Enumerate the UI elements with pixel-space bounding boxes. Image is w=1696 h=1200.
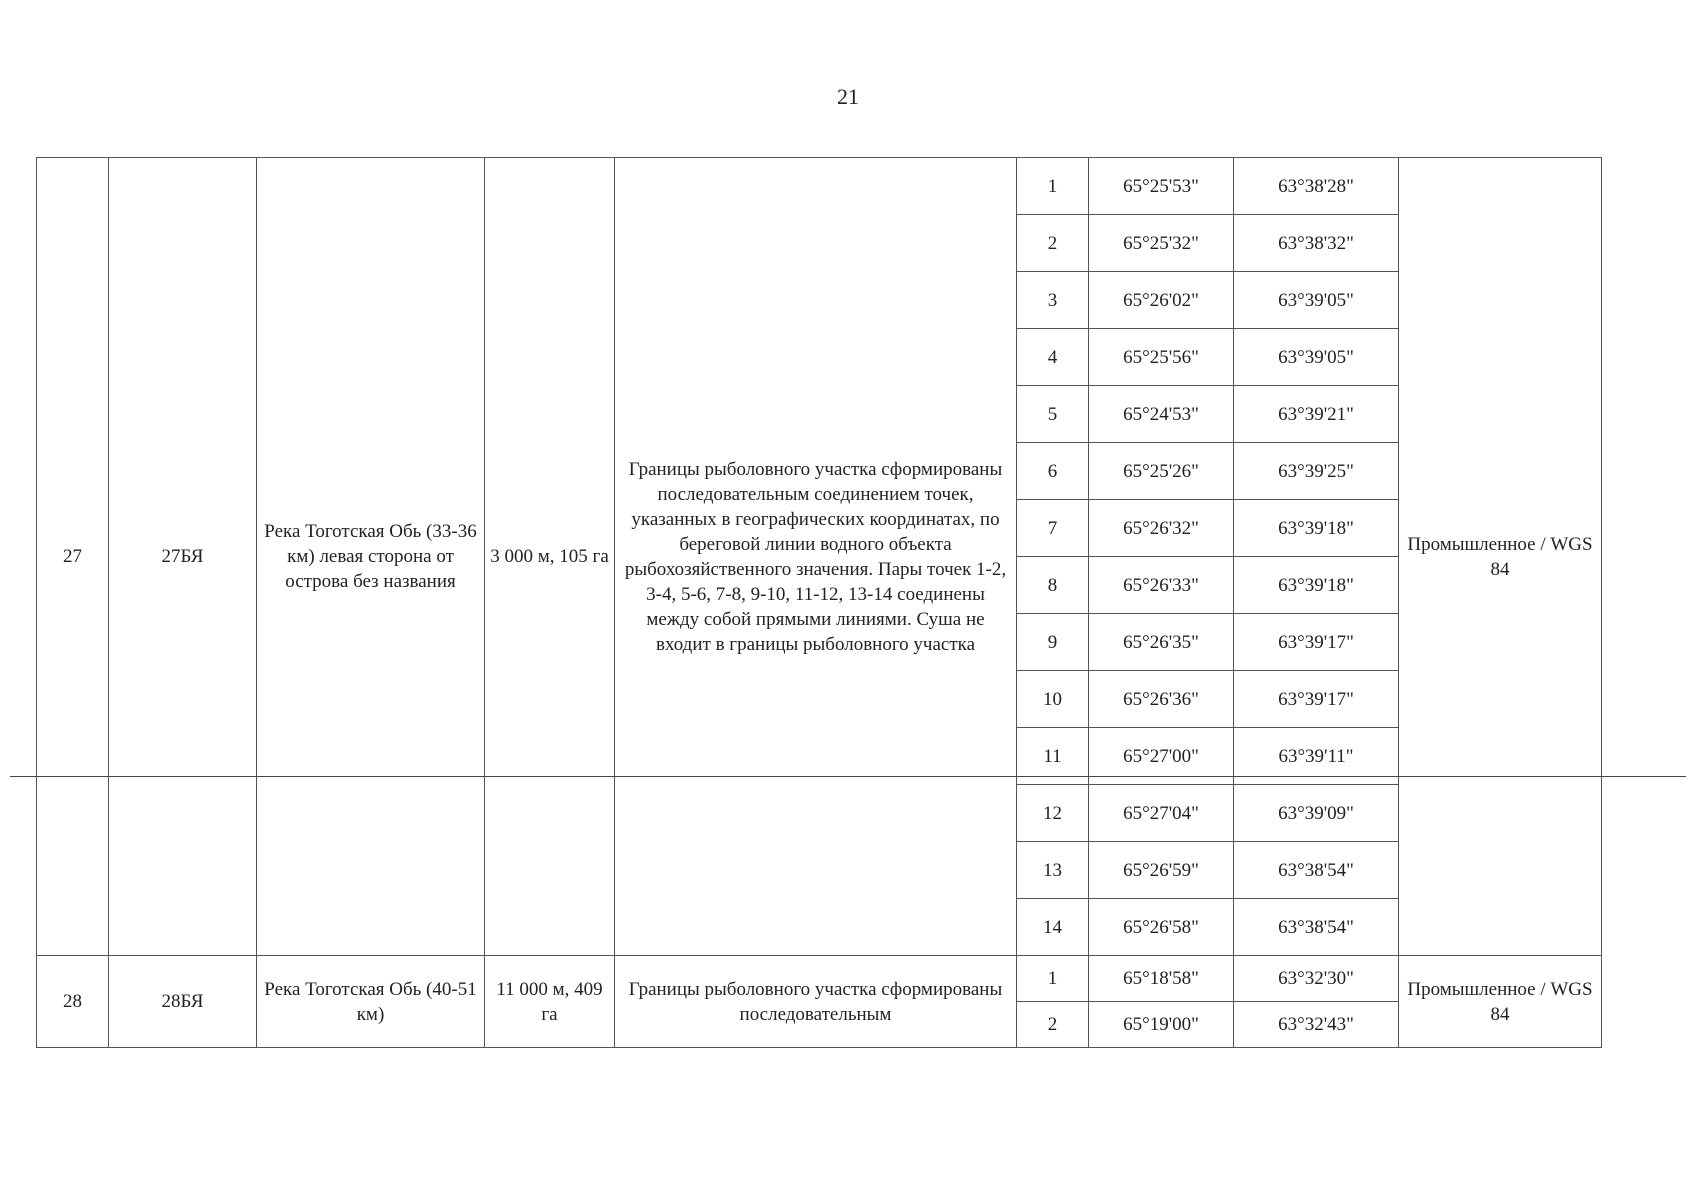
- point-longitude: 63°39'09": [1234, 785, 1399, 842]
- point-latitude: 65°18'58": [1089, 956, 1234, 1002]
- point-number: 13: [1017, 842, 1089, 899]
- point-longitude: 63°39'18": [1234, 557, 1399, 614]
- point-longitude: 63°39'05": [1234, 272, 1399, 329]
- area-purpose: Промышленное / WGS 84: [1399, 956, 1602, 1048]
- point-number: 10: [1017, 671, 1089, 728]
- point-number: 1: [1017, 158, 1089, 215]
- point-longitude: 63°38'28": [1234, 158, 1399, 215]
- page-number: 21: [837, 84, 859, 109]
- point-latitude: 65°26'36": [1089, 671, 1234, 728]
- point-latitude: 65°24'53": [1089, 386, 1234, 443]
- area-code: 28БЯ: [109, 956, 257, 1048]
- point-latitude: 65°26'02": [1089, 272, 1234, 329]
- point-number: 6: [1017, 443, 1089, 500]
- point-longitude: 63°32'43": [1234, 1002, 1399, 1048]
- point-longitude: 63°39'11": [1234, 728, 1399, 785]
- area-number: 27: [37, 158, 109, 956]
- point-number: 5: [1017, 386, 1089, 443]
- point-longitude: 63°39'21": [1234, 386, 1399, 443]
- area-size: 11 000 м, 409 га: [485, 956, 615, 1048]
- area-name: Река Тоготская Обь (40-51 км): [257, 956, 485, 1048]
- point-longitude: 63°39'17": [1234, 614, 1399, 671]
- area-description: Границы рыболовного участка сформированы последовательным соединением точек, указанных в географических координатах, по береговой линии водного объекта рыбохозяйственного значения. Пары точек 1-2, 3-4, 5-6, 7-8, 9-10, 11-12, 13-14 соединены между собой прямыми линиями. Суша не входит в границы рыболовного участка: [615, 158, 1017, 956]
- point-latitude: 65°25'32": [1089, 215, 1234, 272]
- point-number: 1: [1017, 956, 1089, 1002]
- point-latitude: 65°26'58": [1089, 899, 1234, 956]
- point-longitude: 63°32'30": [1234, 956, 1399, 1002]
- point-number: 8: [1017, 557, 1089, 614]
- point-latitude: 65°27'00": [1089, 728, 1234, 785]
- point-latitude: 65°26'35": [1089, 614, 1234, 671]
- point-latitude: 65°26'59": [1089, 842, 1234, 899]
- point-latitude: 65°25'56": [1089, 329, 1234, 386]
- point-number: 7: [1017, 500, 1089, 557]
- point-number: 11: [1017, 728, 1089, 785]
- point-longitude: 63°39'25": [1234, 443, 1399, 500]
- point-latitude: 65°25'53": [1089, 158, 1234, 215]
- table-row: [37, 956, 1602, 1002]
- point-longitude: 63°39'17": [1234, 671, 1399, 728]
- point-longitude: 63°38'32": [1234, 215, 1399, 272]
- point-number: 4: [1017, 329, 1089, 386]
- point-latitude: 65°26'32": [1089, 500, 1234, 557]
- area-number: 28: [37, 956, 109, 1048]
- point-latitude: 65°19'00": [1089, 1002, 1234, 1048]
- area-description: Границы рыболовного участка сформированы последовательным: [615, 956, 1017, 1048]
- area-size: 3 000 м, 105 га: [485, 158, 615, 956]
- point-number: 12: [1017, 785, 1089, 842]
- point-number: 14: [1017, 899, 1089, 956]
- point-number: 2: [1017, 1002, 1089, 1048]
- area-purpose: Промышленное / WGS 84: [1399, 158, 1602, 956]
- point-longitude: 63°39'05": [1234, 329, 1399, 386]
- area-name: Река Тоготская Обь (33-36 км) левая сторона от острова без названия: [257, 158, 485, 956]
- area-code: 27БЯ: [109, 158, 257, 956]
- point-longitude: 63°39'18": [1234, 500, 1399, 557]
- point-longitude: 63°38'54": [1234, 899, 1399, 956]
- table-row: [37, 158, 1602, 215]
- point-latitude: 65°27'04": [1089, 785, 1234, 842]
- point-number: 3: [1017, 272, 1089, 329]
- fishing-areas-table: [36, 157, 1602, 1048]
- point-longitude: 63°38'54": [1234, 842, 1399, 899]
- point-latitude: 65°25'26": [1089, 443, 1234, 500]
- point-latitude: 65°26'33": [1089, 557, 1234, 614]
- point-number: 2: [1017, 215, 1089, 272]
- page-fold-line: [10, 776, 1686, 777]
- point-number: 9: [1017, 614, 1089, 671]
